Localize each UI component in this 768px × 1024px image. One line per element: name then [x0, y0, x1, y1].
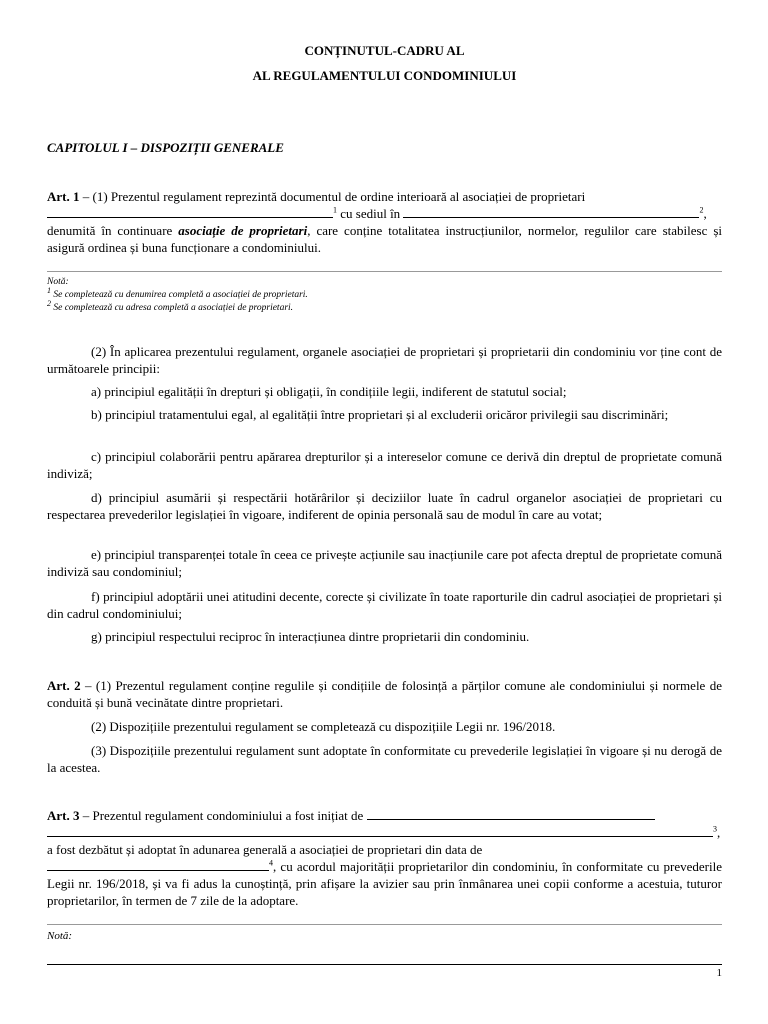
art3-text-c: , cu acordul majorității proprietarilor din condominiu, în conformitate cu prevederile Legii nr. 196/2018, și va fi adus la cunoștință, prin afișare la avizier sau prin înmânarea unei copii conforme a acestuia, tuturor proprietarilor, în termen de 7 zile de la adoptare. [47, 859, 722, 908]
note-label-2: Notă: [47, 930, 73, 942]
document-page [47, 0, 722, 1024]
association-name-blank[interactable] [47, 206, 333, 218]
page-number: 1 [716, 967, 722, 979]
footer-divider [47, 964, 722, 965]
art2-text-1: – (1) Prezentul regulament conține regulile și condițiile de folosință a părților comune ale condominiului și normele de conduită și bună vecinătate dintre proprietari. [47, 678, 722, 710]
art2-label: Art. 2 [47, 678, 81, 693]
principle-item-b: b) principiul tratamentului egal, al egalității între proprietari și al excluderii oricăror privilegii sau discriminări; [91, 407, 669, 422]
document-title-line-1: CONȚINUTUL-CADRU AL [304, 43, 465, 58]
art1-text-b: cu sediul în [337, 206, 401, 221]
art1-text-c: denumită în continuare [47, 223, 179, 238]
principle-item-e: e) principiul transparenței totale în ceea ce privește acțiunile sau inacțiunile care pot afecta dreptul de proprietate comună indiviză sau condominiul; [47, 547, 722, 579]
principle-item-a: a) principiul egalității în drepturi și obligații, în condițiile legii, indiferent de statutul social; [91, 384, 567, 399]
art3-label: Art. 3 [47, 808, 80, 823]
chapter-heading: CAPITOLUL I – DISPOZIȚII GENERALE [47, 140, 284, 155]
note-divider-2 [47, 924, 722, 925]
art3-paragraph [47, 807, 722, 909]
footnote-num-1: 1 [47, 285, 51, 295]
principle-item-f: f) principiul adoptării unei atitudini decente, corecte și civilizate în toate raporturile din cadrul asociației de proprietari și din cadrul condominiului; [47, 589, 722, 621]
art2-paragraph-1 [47, 677, 722, 711]
art1-text-d: , care conține totalitatea instrucțiunilor, normelor, regulilor care stabilesc și asigură ordinea și buna funcționare a condominiului. [47, 223, 722, 255]
art2-paragraph-2: (2) Dispozițiile prezentului regulament se completează cu dispozițiile Legii nr. 196/2018. [91, 719, 556, 734]
art3-text-b: a fost dezbătut și adoptat în adunarea generală a asociației de proprietari din data de [47, 842, 483, 857]
adoption-date-blank[interactable] [47, 859, 269, 871]
document-title-line-2: AL REGULAMENTULUI CONDOMINIULUI [252, 68, 517, 83]
art1-label: Art. 1 [47, 189, 80, 204]
art3-comma: , [717, 825, 721, 840]
association-address-blank[interactable] [403, 206, 699, 218]
footnotes-block-1 [47, 276, 722, 315]
initiator-blank-line-2[interactable] [47, 825, 713, 837]
footnote-ref-4: 4 [269, 858, 273, 868]
art1-defined-term: asociație de proprietari [178, 223, 308, 238]
footnote-ref-2: 2 [699, 205, 704, 215]
principle-item-c: c) principiul colaborării pentru apărarea drepturilor și a intereselor comune ce derivă din dreptul de proprietate comună indiviză; [47, 449, 722, 481]
art1-text-a: – (1) Prezentul regulament reprezintă documentul de ordine interioară al asociației de proprietari [79, 189, 586, 204]
footnote-text-2: Se completează cu adresa completă a asociației de proprietari. [51, 303, 294, 313]
art1-comma: , [703, 206, 707, 221]
note-label-1: Notă: [47, 277, 69, 287]
note-divider-1 [47, 271, 722, 272]
principle-item-g: g) principiul respectului reciproc în interacțiunea dintre proprietarii din condominiu. [91, 629, 530, 644]
footnote-ref-1: 1 [333, 205, 337, 215]
principle-item-d: d) principiul asumării și respectării hotărârilor și deciziilor luate în cadrul organelor asociației de proprietari cu respectarea prevederilor legislației în vigoare, indiferent de opinia personală sau de modul în care au votat; [47, 490, 722, 522]
art2-paragraph-3: (3) Dispozițiile prezentului regulament sunt adoptate în conformitate cu prevederile legislației în vigoare și nu derogă de la acestea. [47, 743, 722, 775]
art1-paragraph-2: (2) În aplicarea prezentului regulament, organele asociației de proprietari și proprietarii din condominiu vor ține cont de următoarele principii: [47, 344, 722, 376]
initiator-blank-line-1[interactable] [367, 808, 655, 820]
footnote-text-1: Se completează cu denumirea completă a asociației de proprietari. [51, 290, 308, 300]
art3-text-a: – Prezentul regulament condominiului a fost inițiat de [79, 808, 364, 823]
footnote-num-2: 2 [47, 298, 51, 308]
footnote-ref-3: 3 [713, 824, 717, 834]
art1-paragraph-1 [47, 188, 722, 256]
